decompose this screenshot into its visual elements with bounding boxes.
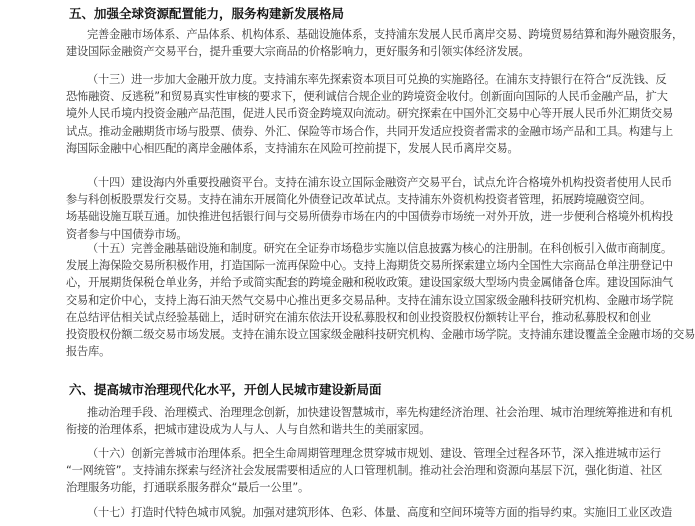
text-line: 交易和定价中心，支持上海石油天然气交易中心推出更多交易品种。支持在浦东设立国家级金融科技研究机构、金融市场学院 [66,293,674,307]
text-line: （十四）建设海内外重要投融资平台。支持在浦东设立国际金融资产交易平台，试点允许合格境外机构投资者使用人民币 [87,176,672,189]
text-line: 在总结评估相关试点经验基础上，适时研究在浦东依法开设私募股权和创业投资股权份额转让平台，推动私募股权和创业 [66,310,651,324]
text-line: （十三）进一步加大金融开放力度。支持浦东率先探索资本项目可兑换的实施路径。在浦东支持银行在符合“反洗钱、反 [87,73,667,86]
paragraph [0,445,663,497]
text-line: 试点。推动金融期货市场与股票、债券、外汇、保险等市场合作，共同开发适应投资者需求的金融市场产品和工具。构建与上 [66,124,674,138]
text-line: 治理服务功能，打通联系服务群众“最后一公里”。 [66,481,310,495]
text-line: 场基础设施互联互通。加快推进包括银行间与交易所债券市场在内的中国债券市场统一对外开放，进一步便利合格境外机构投 [66,210,674,224]
text-line: （十七）打造时代特色城市风貌。加强对建筑形体、色彩、体量、高度和空间环境等方面的指导约束。实施旧工业区改造 [87,506,672,519]
paragraph [0,71,674,157]
text-line: 境外人民币境内投资金融产品范围，促进人民币资金跨境双向流动。研究探索在中国外汇交易中心等开展人民币外汇期货交易 [66,107,674,121]
text-line: 推动治理手段、治理模式、治理理念创新，加快建设智慧城市，率先构建经济治理、社会治理、城市治理统筹推进和有机 [87,406,672,419]
text-line: 完善金融市场体系、产品体系、机构体系、基础设施体系，支持浦东发展人民币离岸交易、跨境贸易结算和海外融资服务， [87,28,684,41]
section-heading: 五、加强全球资源配置能力，服务构建新发展格局 [69,6,345,21]
paragraph [0,504,672,521]
text-line: 资者参与中国债券市场。 [66,227,188,241]
text-line: 海国际金融中心相匹配的离岸金融体系，支持浦东在风险可控前提下，发展人民币离岸交易。 [66,141,519,155]
section-heading: 六、提高城市治理现代化水平，开创人民城市建设新局面 [69,382,382,397]
text-line: （十五）完善金融基础设施和制度。研究在全证券市场稳步实施以信息披露为核心的注册制。在科创板引入做市商制度。 [87,242,672,255]
text-line: 发展上海保险交易所积极作用，打造国际一流再保险中心。支持上海期货交易所探索建立场内全国性大宗商品仓单注册登记中 [66,259,674,273]
text-line: 衔接的治理体系，把城市建设成为人与人、人与自然和谐共生的美丽家园。 [66,423,431,437]
text-line: 建设国际金融资产交易平台，提升重要大宗商品的价格影响力，更好服务和引领实体经济发展。 [66,45,530,59]
paragraph [0,26,684,60]
paragraph [0,174,674,243]
text-line: 投资股权份额二级交易市场发展。支持在浦东设立国家级金融科技研究机构、金融市场学院。支持浦东建设覆盖全金融市场的交易 [66,328,695,342]
text-line: （十六）创新完善城市治理体系。把全生命周期管理理念贯穿城市规划、建设、管理全过程各环节，深入推进城市运行 [87,447,661,460]
text-line: “一网统管”。支持浦东探索与经济社会发展需要相适应的人口管理机制。推动社会治理和资源向基层下沉，强化街道、社区 [66,464,663,478]
paragraph [0,240,695,360]
text-line: 心，开展期货保税仓单业务，并给予或简实配套的跨境金融和税收政策。建设国家级大型场内贵金属储备仓库。建设国际油气 [66,276,674,290]
text-line: 报告库。 [66,345,111,359]
paragraph [0,404,672,438]
text-line: 恐怖融资、反逃税”和贸易真实性审核的要求下，便利诚信合规企业的跨境资金收付。创新面向国际的人民币金融产品，扩大 [66,90,668,104]
text-line: 参与科创板股票发行交易。支持在浦东开展简化外债登记改革试点。支持浦东外资机构投资者管理，拓展跨境融资空间。 [66,193,651,207]
